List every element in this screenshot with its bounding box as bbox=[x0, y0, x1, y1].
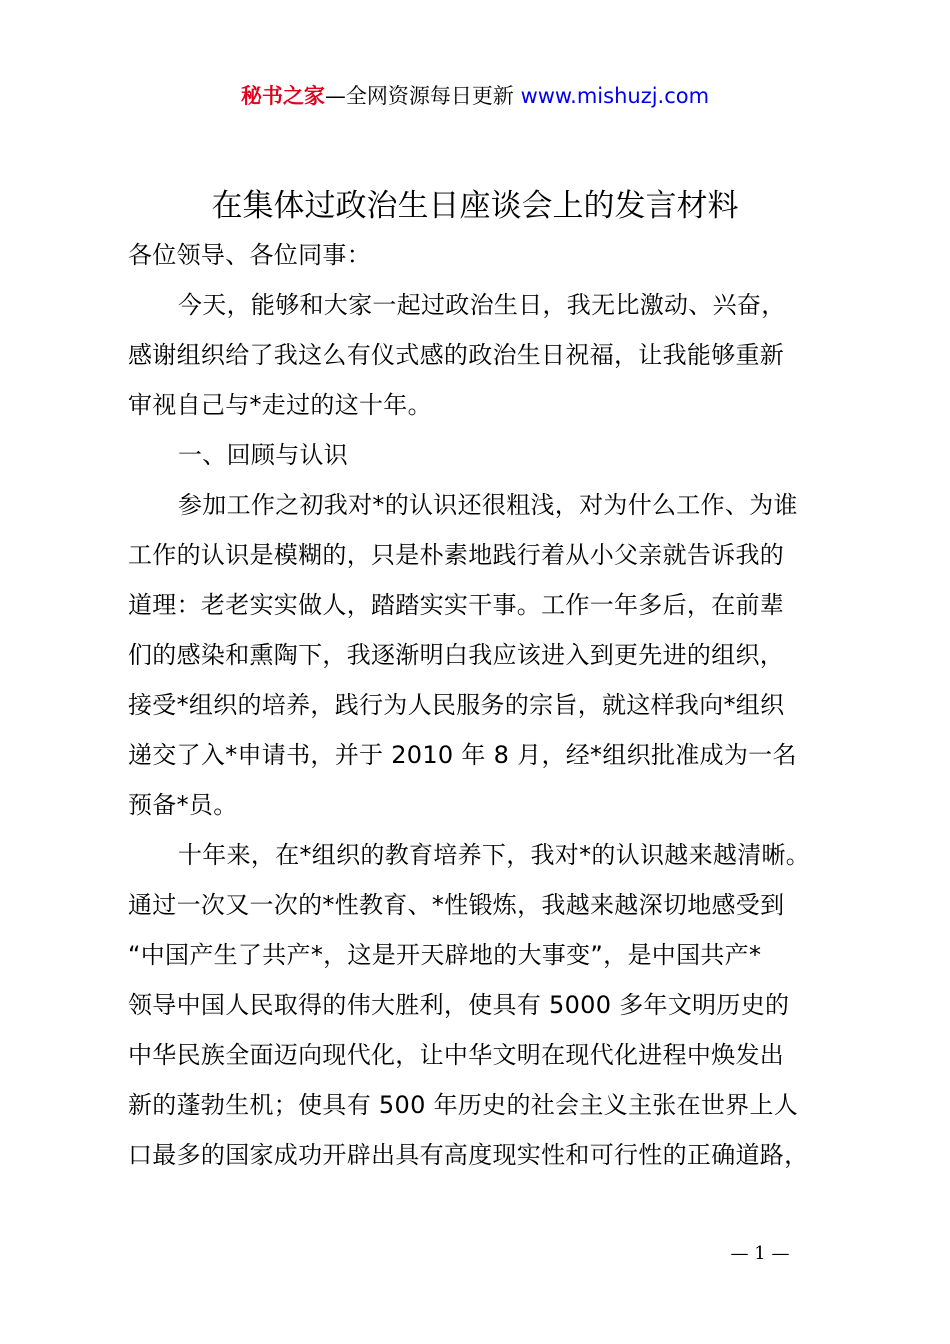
paragraph-line: 参加工作之初我对*的认识还很粗浅，对为什么工作、为谁 bbox=[178, 491, 798, 519]
paragraph-line: 新的蓬勃生机；使具有 500 年历史的社会主义主张在世界上人 bbox=[128, 1091, 799, 1119]
paragraph-line: 口最多的国家成功开辟出具有高度现实性和可行性的正确道路， bbox=[128, 1141, 809, 1169]
paragraph-line: 通过一次又一次的*性教育、*性锻炼，我越来越深切地感受到 bbox=[128, 891, 785, 919]
paragraph-line: 预备*员。 bbox=[128, 791, 238, 819]
paragraph-line: 接受*组织的培养，践行为人民服务的宗旨，就这样我向*组织 bbox=[128, 691, 785, 719]
paragraph-line: 递交了入*申请书，并于 2010 年 8 月，经*组织批准成为一名 bbox=[128, 741, 797, 769]
paragraph-line: 工作的认识是模糊的，只是朴素地践行着从小父亲就告诉我的 bbox=[128, 541, 785, 569]
site-header bbox=[0, 80, 950, 112]
site-tagline: —全网资源每日更新 bbox=[324, 84, 521, 108]
paragraph-line: 们的感染和熏陶下，我逐渐明白我应该进入到更先进的组织， bbox=[128, 641, 785, 669]
section-heading: 一、回顾与认识 bbox=[178, 441, 349, 469]
paragraph-line: 领导中国人民取得的伟大胜利，使具有 5000 多年文明历史的 bbox=[128, 991, 790, 1019]
salutation: 各位领导、各位同事： bbox=[128, 241, 371, 269]
document-title: 在集体过政治生日座谈会上的发言材料 bbox=[211, 188, 739, 224]
page-number: — 1 — bbox=[730, 1243, 790, 1264]
paragraph-line: 审视自己与*走过的这十年。 bbox=[128, 391, 432, 419]
document-body bbox=[128, 230, 840, 1180]
paragraph-line: 今天，能够和大家一起过政治生日，我无比激动、兴奋， bbox=[178, 291, 786, 319]
paragraph-line: 道理：老老实实做人，踏踏实实干事。工作一年多后，在前辈 bbox=[128, 591, 785, 619]
paragraph-line: “中国产生了共产*，这是开天辟地的大事变”，是中国共产* bbox=[128, 941, 762, 969]
site-brand: 秘书之家 bbox=[240, 84, 325, 108]
paragraph-line: 十年来，在*组织的教育培养下，我对*的认识越来越清晰。 bbox=[178, 841, 811, 869]
paragraph-line: 中华民族全面迈向现代化，让中华文明在现代化进程中焕发出 bbox=[128, 1041, 785, 1069]
site-url-link[interactable]: www.mishuzj.com bbox=[520, 84, 710, 108]
paragraph-line: 感谢组织给了我这么有仪式感的政治生日祝福，让我能够重新 bbox=[128, 341, 785, 369]
